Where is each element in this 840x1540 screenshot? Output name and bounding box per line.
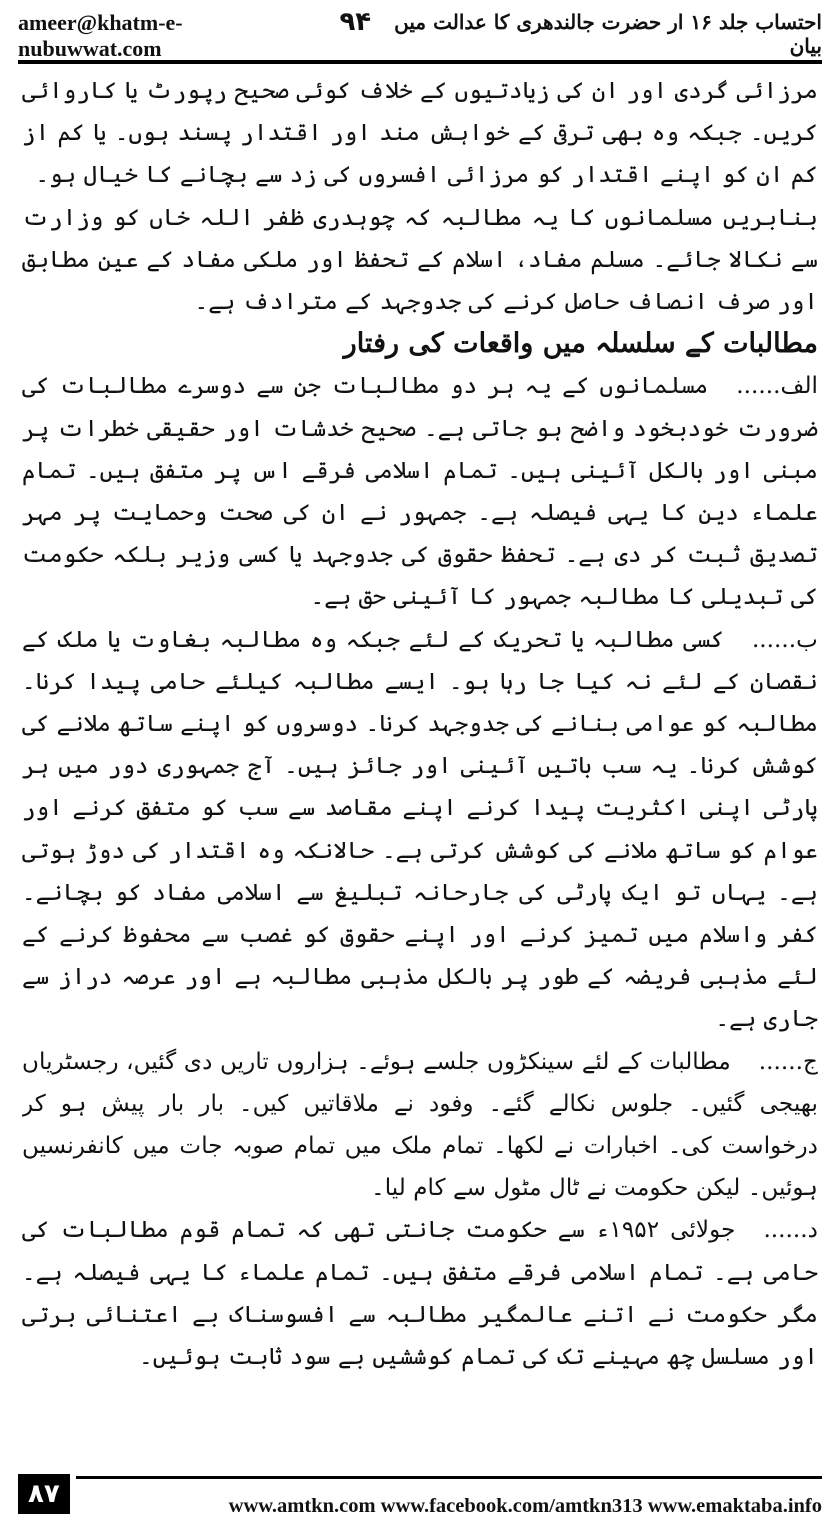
footer-urls[interactable]: www.amtkn.com www.facebook.com/amtkn313 www.emaktaba.info xyxy=(228,1495,822,1517)
paragraph-2: بنابریں مسلمانوں کا یہ مطالبہ کہ چوہدری ظفر اللہ خاں کو وزارت سے نکالا جائے۔ مسلم مفاد، اسلام کے تحفظ اور ملکی مفاد کے عین مطابق اور صرف انصاف حاصل کرنے کی جدوجہد کے مترادف ہے۔ xyxy=(22,203,818,316)
clause-jeem-marker: ج...... xyxy=(758,1047,818,1075)
clause-dal xyxy=(22,1209,818,1378)
clause-dal-text: جولائی ۱۹۵۲ء سے حکومت جانتی تھی کہ تمام قوم مطالبات کی حامی ہے۔ تمام اسلامی فرقے متفق ہیں۔ تمام علماء کا یہی فیصلہ ہے۔ مگر حکومت نے اتنے عالمگیر مطالبہ سے افسوسناک بے اعتنائی برتی اور مسلسل چھ مہینے تک کی تمام کوششیں بے سود ثابت ہوئیں۔ xyxy=(22,1216,818,1371)
header-title: احتساب جلد ۱۶ ار حضرت جالندھری کا عدالت میں بیان xyxy=(394,10,822,58)
header-email[interactable]: ameer@khatm-e-nubuwwat.com xyxy=(18,9,183,61)
clause-alef-marker: الف...... xyxy=(736,372,818,400)
clause-dal-marker: د...... xyxy=(763,1216,818,1244)
footer-rule xyxy=(76,1476,822,1479)
clause-be-marker: ب...... xyxy=(751,625,818,653)
clause-jeem xyxy=(22,1041,818,1210)
clause-be-text: کسی مطالبہ یا تحریک کے لئے جبکہ وہ مطالبہ بغاوت یا ملک کے نقصان کے لئے نہ کیا جا رہا ہو۔ ایسے مطالبہ کیلئے حامی پیدا کرنا۔ مطالبہ کو عوامی بنانے کی جدوجہد کرنا۔ دوسروں کو اپنے ساتھ ملانے کی کوشش کرنا۔ یہ سب باتیں آئینی اور جائز ہیں۔ آج جمہوری دور میں ہر پارٹی اپنی اکثریت پیدا کرنے اپنے مقاصد سے سب کو متفق کرنے اور عوام کو ساتھ ملانے کی کوشش کرتی ہے۔ حالانکہ وہ اقتدار کی دوڑ ہوتی ہے۔ یہاں تو ایک پارٹی کی جارحانہ تبلیغ سے اسلامی مفاد کو بچانے۔ کفر واسلام میں تمیز کرنے اور اپنے حقوق کو غصب سے محفوظ کرنے کے لئے مذہبی فریضہ کے طور پر بالکل مذہبی مطالبہ ہے اور عرصہ دراز سے جاری ہے۔ xyxy=(22,625,818,1033)
paragraph-1: مرزائی گردی اور ان کی زیادتیوں کے خلاف کوئی صحیح رپورٹ یا کاروائی کریں۔ جبکہ وہ بھی ترقی کے خواہش مند اور اقتدار پسند ہوں۔ یا کم از کم ان کو اپنے اقتدار کو مرزائی افسروں کی زد سے بچانے کا خیال ہو۔ xyxy=(22,77,818,189)
page-body xyxy=(22,70,818,1450)
clause-be xyxy=(22,619,818,1041)
clause-alef xyxy=(22,365,818,618)
footer-right xyxy=(76,1470,822,1518)
header-rule xyxy=(18,60,822,64)
page-footer xyxy=(18,1470,822,1518)
footer-folio: ۸۷ xyxy=(18,1474,70,1514)
header-left xyxy=(18,7,371,62)
clause-jeem-text: مطالبات کے لئے سینکڑوں جلسے ہوئے۔ ہزاروں تاریں دی گئیں، رجسٹریاں بھیجی گئیں۔ جلوس نکالے گئے۔ وفود نے ملاقاتیں کیں۔ بار بار پیش ہو کر درخواست کی۔ اخبارات نے لکھا۔ تمام ملک میں تمام صوبہ جات میں کانفرنسیں ہوئیں۔ لیکن حکومت نے ٹال مٹول سے کام لیا۔ xyxy=(22,1047,818,1202)
page-header xyxy=(18,6,822,61)
clause-alef-text: مسلمانوں کے یہ ہر دو مطالبات جن سے دوسرے مطالبات کی ضرورت خودبخود واضح ہو جاتی ہے۔ صحیح خدشات اور حقیقی خطرات پر مبنی اور بالکل آئینی ہیں۔ تمام اسلامی فرقے اس پر متفق ہیں۔ تمام علماء دین کا یہی فیصلہ ہے۔ جمہور نے ان کی صحت وحمایت پر مہر تصدیق ثبت کر دی ہے۔ تحفظ حقوق کی جدوجہد یا کسی وزیر بلکہ حکومت کی تبدیلی کا مطالبہ جمہور کا آئینی حق ہے۔ xyxy=(22,372,818,611)
section-heading: مطالبات کے سلسلہ میں واقعات کی رفتار xyxy=(343,328,818,360)
header-page-number: ۹۴ xyxy=(339,6,372,37)
